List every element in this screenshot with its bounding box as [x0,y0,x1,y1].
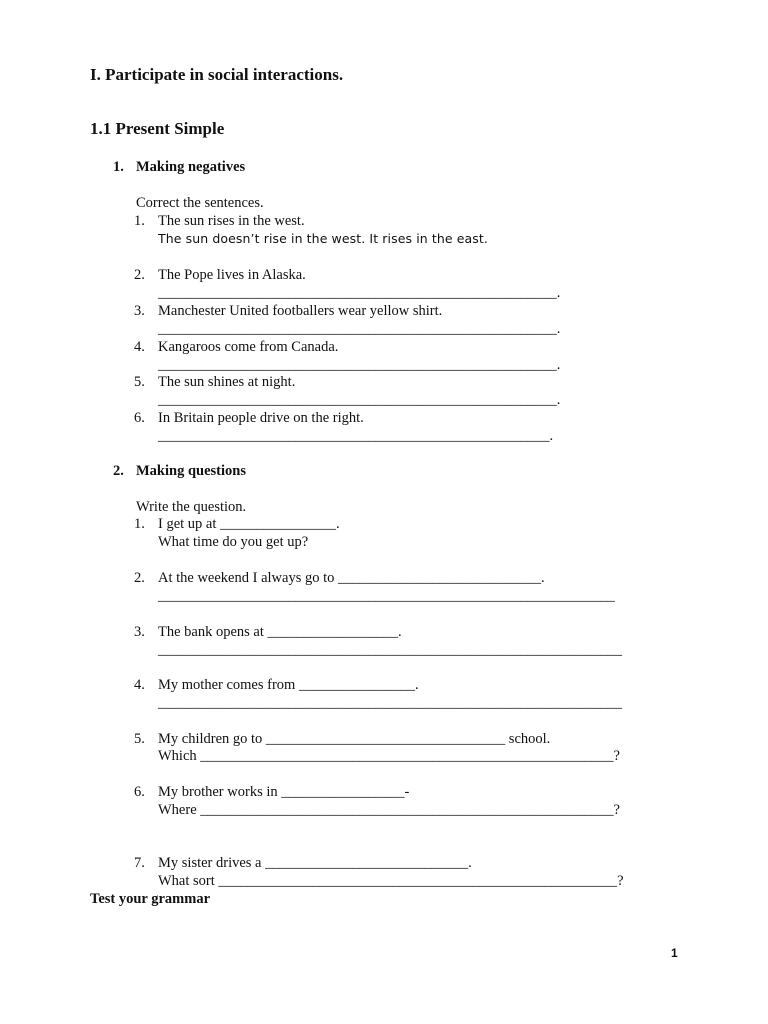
exercise-number: 3. [134,624,145,640]
answer-line[interactable]: Which _________________________________________________________? [158,748,620,764]
exercise-number: 6. [134,784,145,800]
part1-heading: Making negatives [136,159,246,175]
page-number: 1 [671,946,678,960]
answer-line[interactable]: ________________________________________________________________ [158,642,622,658]
exercise-number: 1. [134,516,145,532]
exercise-sentence: Manchester United footballers wear yellow shirt. [158,303,443,319]
part1-number: 1. [113,159,124,175]
exercise-number: 6. [134,410,145,426]
exercise-sentence: The sun shines at night. [158,374,296,390]
section-title: 1.1 Present Simple [90,119,225,138]
answer-line[interactable]: _______________________________________________________. [158,392,561,408]
exercise-number: 2. [134,570,145,586]
example-answer: What time do you get up? [158,534,309,550]
exercise-sentence: My children go to _________________________________ school. [158,731,551,747]
exercise-sentence: My sister drives a ____________________________. [158,855,472,871]
exercise-number: 5. [134,731,145,747]
exercise-number: 1. [134,213,145,229]
exercise-number: 3. [134,303,145,319]
exercise-number: 5. [134,374,145,390]
answer-line[interactable]: What sort _______________________________________________________? [158,873,624,889]
exercise-sentence: The Pope lives in Alaska. [158,267,306,283]
answer-line[interactable]: ______________________________________________________. [158,428,554,444]
answer-line[interactable]: _______________________________________________________. [158,285,561,301]
answer-line[interactable]: _______________________________________________________. [158,357,561,373]
exercise-sentence: The sun rises in the west. [158,213,305,229]
exercise-sentence: My brother works in _________________- [158,784,410,800]
exercise-number: 4. [134,677,145,693]
footer-heading: Test your grammar [90,891,211,907]
part2-instruction: Write the question. [136,499,247,515]
page-title: I. Participate in social interactions. [90,65,344,84]
part2-number: 2. [113,463,124,479]
answer-line[interactable]: _______________________________________________________. [158,321,561,337]
exercise-sentence: My mother comes from ________________. [158,677,419,693]
exercise-number: 4. [134,339,145,355]
exercise-sentence: At the weekend I always go to ____________________________. [158,570,545,586]
exercise-sentence: I get up at ________________. [158,516,340,532]
exercise-number: 7. [134,855,145,871]
exercise-sentence: The bank opens at __________________. [158,624,402,640]
exercise-sentence: Kangaroos come from Canada. [158,339,339,355]
part2-heading: Making questions [136,463,246,479]
answer-line[interactable]: _______________________________________________________________ [158,588,615,604]
part1-instruction: Correct the sentences. [136,195,264,211]
exercise-number: 2. [134,267,145,283]
answer-line[interactable]: Where _________________________________________________________? [158,802,620,818]
answer-line[interactable]: ________________________________________________________________ [158,695,622,711]
example-answer: The sun doesn’t rise in the west. It rises in the east. [158,231,488,246]
exercise-sentence: In Britain people drive on the right. [158,410,364,426]
